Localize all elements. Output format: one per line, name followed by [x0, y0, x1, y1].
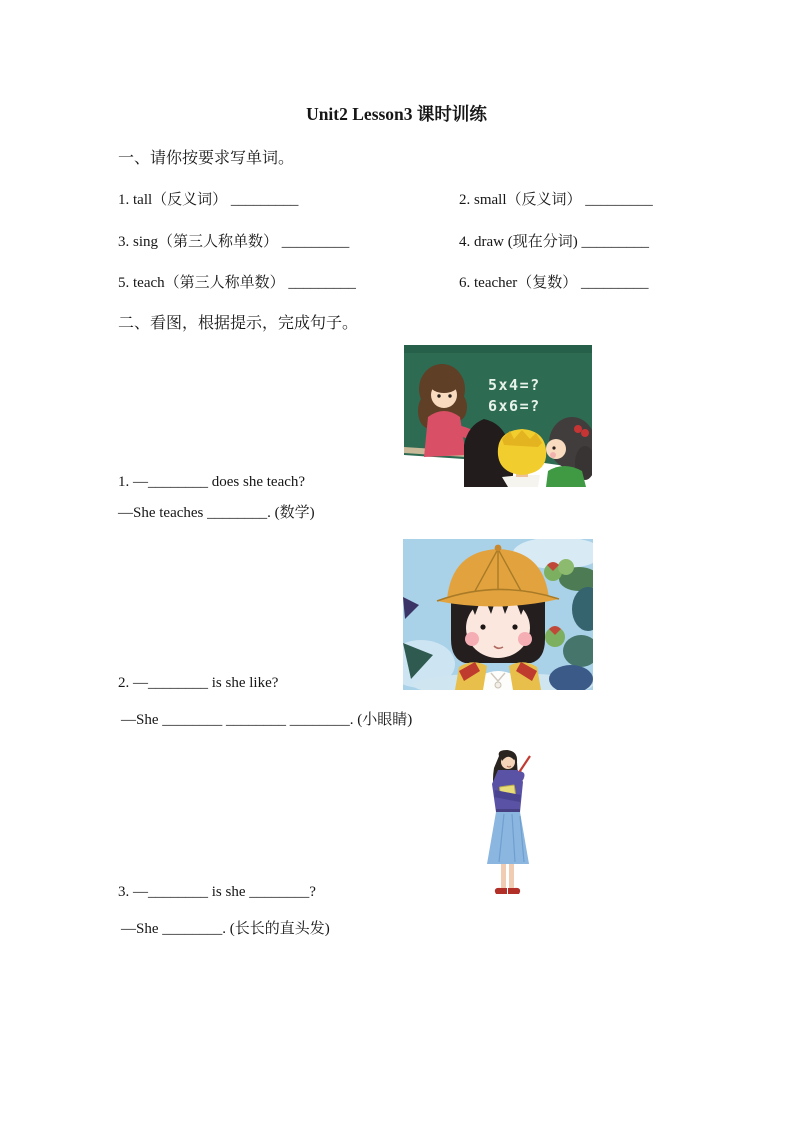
page-title: Unit2 Lesson3 课时训练 — [306, 104, 487, 124]
pointer-stick — [518, 756, 530, 774]
board-equation-1: 5x4=? — [488, 376, 541, 394]
question-3-line-1: 3. —________ is she ________? — [118, 884, 316, 900]
word-item-5: 5. teach（第三人称单数） _________ — [118, 275, 356, 291]
classroom-illustration-svg — [404, 345, 592, 487]
chalkboard-top-edge — [404, 345, 592, 353]
teacher-illustration — [476, 748, 538, 900]
word-item-1: 1. tall（反义词） _________ — [118, 192, 299, 208]
word-item-2: 2. small（反义词） _________ — [459, 192, 653, 208]
section-one-heading: 一、请你按要求写单词。 — [118, 150, 295, 167]
section-two-heading: 二、看图，根据提示，完成句子。 — [118, 315, 359, 332]
girl-cartoon-illustration — [403, 539, 593, 690]
word-item-4: 4. draw (现在分词) _________ — [459, 234, 649, 250]
classroom-illustration — [404, 345, 592, 487]
word-item-3: 3. sing（第三人称单数） _________ — [118, 234, 350, 250]
word-item-6: 6. teacher（复数） _________ — [459, 275, 649, 291]
teacher-illustration-svg — [476, 748, 538, 900]
girl-cartoon-svg — [403, 539, 593, 690]
board-equation-2: 6x6=? — [488, 397, 541, 415]
question-1-line-2: —She teaches ________. (数学) — [118, 505, 315, 521]
teacher-shoes — [495, 888, 507, 894]
question-1-line-1: 1. —________ does she teach? — [118, 474, 306, 490]
teacher-figure — [487, 750, 530, 894]
question-3-line-2: —She ________. (长长的直头发) — [121, 921, 330, 937]
question-2-line-1: 2. —________ is she like? — [118, 675, 279, 691]
teacher-skirt — [487, 812, 529, 864]
classroom-student-blond — [498, 429, 546, 487]
question-2-line-2: —She ________ ________ ________. (小眼睛) — [121, 712, 413, 728]
